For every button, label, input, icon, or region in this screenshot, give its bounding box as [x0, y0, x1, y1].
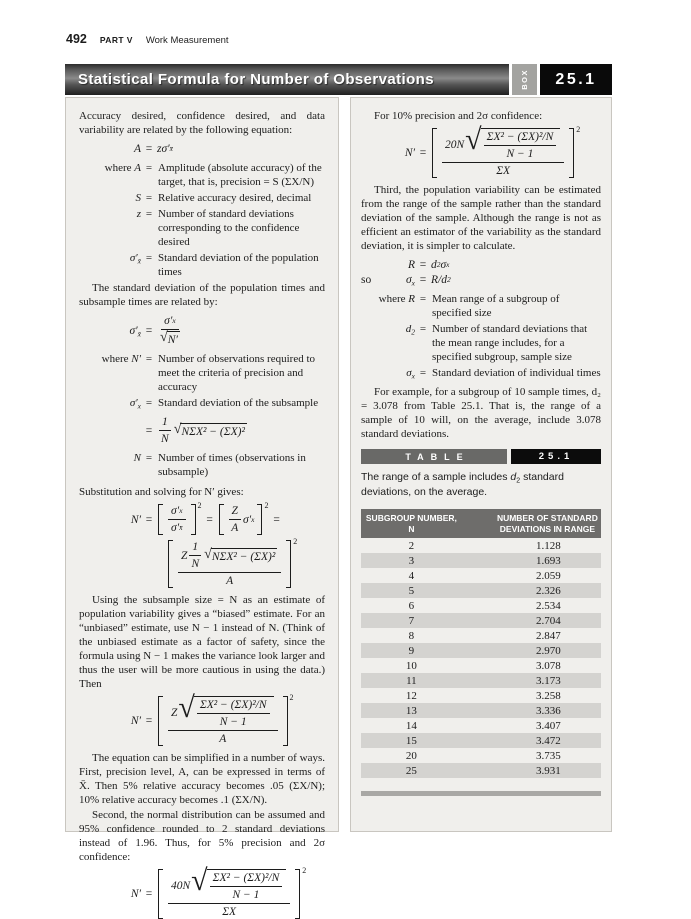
- table-row: [361, 583, 601, 598]
- subgroup-number-cell: 15: [405, 734, 417, 747]
- sqrt-radical: √ N′: [160, 331, 180, 347]
- sqrt-radical: √ NΣX² − (ΣX)²: [204, 548, 277, 564]
- bracket-right-shape: [191, 504, 196, 535]
- part-title: Work Measurement: [145, 35, 229, 46]
- paragraph-sd-relation: The standard deviation of the population times and subsample times are related by:: [79, 282, 325, 308]
- paragraph-10pct: For 10% precision and 2σ confidence:: [374, 110, 543, 122]
- std-deviations-cell: 3.258: [536, 689, 561, 702]
- definition-term: where R: [378, 293, 415, 305]
- subgroup-number-cell: 12: [405, 689, 417, 702]
- equals-sign: =: [145, 715, 153, 727]
- math-var: N′: [130, 513, 141, 526]
- left-column-panel: [65, 97, 339, 918]
- equals-sign: =: [145, 192, 153, 204]
- equals-sign: =: [145, 452, 153, 464]
- std-deviations-cell: 2.326: [536, 584, 561, 597]
- two-column-body: [65, 97, 612, 918]
- equals-sign: =: [145, 162, 153, 174]
- paragraph-example: For example, for a subgroup of 10 sample times, d₂ = 3.078 from Table 25.1. That is, the range of a sample of 10 will, on the average, include 3.078 standard deviations.: [361, 386, 601, 440]
- equals-sign: =: [145, 513, 153, 526]
- sqrt-radical: [465, 128, 560, 161]
- definition-term: S: [135, 192, 141, 204]
- std-deviations-cell: 3.173: [536, 674, 561, 687]
- subgroup-number-cell: 9: [408, 644, 415, 657]
- equation-unbiased: [79, 693, 325, 746]
- equals-sign: =: [145, 353, 153, 365]
- definition-row: [361, 292, 601, 320]
- paragraph-simplified: The equation can be simplified in a number of ways. First, precision level, A, can be expressed in terms of X̄. Then 5% relative accuracy becomes .05 (ΣX/N); 10% relative accuracy becomes .1 (ΣX/N).: [79, 752, 325, 806]
- equals-sign: =: [145, 397, 153, 409]
- std-deviations-cell: 3.931: [536, 764, 561, 777]
- table-row: [361, 613, 601, 628]
- math-var: A: [133, 143, 141, 155]
- bracket-right-shape: [286, 540, 291, 588]
- sqrt-radical: [178, 696, 273, 729]
- definition-row: [79, 451, 325, 479]
- exponent: 2: [576, 125, 581, 134]
- definition-row: [79, 251, 325, 279]
- equation-solve-line2: [167, 537, 325, 588]
- table-row: [361, 643, 601, 658]
- fraction: $\frac{1}{N}$: [159, 415, 171, 446]
- table-row: [361, 748, 601, 763]
- sqrt-radical: √ NΣX² − (ΣX)²: [174, 423, 247, 439]
- std-deviations-cell: 3.407: [536, 719, 561, 732]
- equation-40N: [79, 866, 325, 919]
- equals-sign: =: [145, 324, 153, 337]
- math-var: N′: [130, 715, 141, 727]
- table-label: TABLE: [361, 449, 507, 464]
- equals-sign: =: [272, 513, 281, 526]
- table-bottom-rule: [361, 791, 601, 796]
- bracket-right-shape: [295, 869, 300, 919]
- subgroup-number-cell: 14: [405, 719, 417, 732]
- bracket-left-shape: [168, 540, 173, 588]
- subgroup-number-cell: 5: [408, 584, 415, 597]
- fraction: σ′ x √ N′: [159, 314, 181, 347]
- subgroup-number-cell: 3: [408, 554, 415, 567]
- table-row: [361, 703, 601, 718]
- definition-term: $\sigma_x$: [406, 367, 415, 381]
- col-header-deviations: NUMBER OF STANDARD DEVIATIONS IN RANGE: [462, 509, 601, 538]
- definition-text: Number of observations required to meet the criteria of precision and accuracy: [158, 353, 316, 393]
- box-number: 25.1: [540, 64, 612, 95]
- equation-amplitude: A = zσ′ x̄: [79, 142, 325, 156]
- definition-row: [361, 322, 601, 364]
- table-row: [361, 598, 601, 613]
- table-row: [361, 538, 601, 553]
- fraction: Z $\frac{1}{N}$ √ NΣX² − (ΣX)² A: [178, 540, 281, 588]
- std-deviations-cell: 2.847: [536, 629, 561, 642]
- running-head: [66, 32, 229, 46]
- box-title-bar: [65, 64, 612, 95]
- definition-term: z: [136, 208, 141, 220]
- bracket-left-shape: [158, 696, 163, 746]
- definition-text: Number of standard deviations corresponding to the confidence desired: [158, 208, 300, 248]
- paragraph-substitution: Substitution and solving for N′ gives:: [79, 486, 244, 498]
- equals-sign: =: [419, 293, 427, 305]
- fraction: √ $\frac{\text{ΣX² − (ΣX)²/N}}{N - 1}$: [197, 698, 270, 729]
- col-header-subgroup: SUBGROUP NUMBER, N: [361, 509, 462, 538]
- intro-paragraph: Accuracy desired, confidence desired, and data variability are related by the following equation:: [79, 110, 325, 136]
- table-row: [361, 628, 601, 643]
- definition-row: [79, 396, 325, 410]
- definition-text: Relative accuracy desired, decimal: [158, 192, 312, 204]
- bracket-group: [158, 504, 196, 535]
- subgroup-number-cell: 11: [406, 674, 417, 687]
- definition-row: [79, 207, 325, 249]
- part-label: PART V: [99, 35, 133, 45]
- exponent: 2: [197, 501, 202, 510]
- bracket-group: $\frac{Z}{A}$ σ′ x: [219, 504, 263, 535]
- bracket-right-shape: [257, 504, 262, 535]
- fraction: σ′ x σ′ x̄: [168, 504, 186, 535]
- math-var: N′: [130, 888, 141, 900]
- table-row: [361, 673, 601, 688]
- bracket-left-shape: [158, 869, 163, 919]
- sqrt-radical: [191, 869, 286, 902]
- std-deviations-cell: 3.735: [536, 749, 561, 762]
- fraction: √ $\frac{\text{ΣX² − (ΣX)²/N}}{N - 1}$: [484, 130, 557, 161]
- subgroup-number-cell: 10: [405, 659, 417, 672]
- table-row: [361, 658, 601, 673]
- math-var: R: [407, 259, 415, 271]
- table-header: [361, 509, 601, 538]
- exponent: 2: [302, 866, 307, 875]
- std-deviations-cell: 1.693: [536, 554, 561, 567]
- fraction: 40N √ $\frac{\text{ΣX² − (ΣX)²/N}}{N - 1}$ ΣX: [168, 869, 290, 919]
- definition-row: [79, 161, 325, 189]
- exponent: 2: [293, 537, 298, 546]
- subgroup-number-cell: 2: [408, 539, 415, 552]
- bracket-left-shape: [432, 128, 437, 178]
- equals-sign: =: [419, 147, 427, 159]
- table-title-bar: [361, 449, 601, 464]
- box-side-label: [512, 64, 537, 95]
- subgroup-number-cell: 8: [408, 629, 415, 642]
- paragraph-biased: Using the subsample size = N as an estimate of population variability gives a “biased” estimate. For an “unbiased” estimate, use N − 1 instead of N. (Think of the unbiased estimate as a factor of safety, since the formula using N − 1 makes the variance look larger and thus the user will be more cautious in using the data.) Then: [79, 594, 325, 690]
- table-row: [361, 688, 601, 703]
- definition-term: $\sigma'_x$: [129, 397, 141, 411]
- std-deviations-cell: 3.078: [536, 659, 561, 672]
- definition-term: $\sigma'_{x̄}$: [129, 252, 141, 266]
- right-column-panel: [350, 97, 612, 832]
- subgroup-number-cell: 20: [405, 749, 417, 762]
- table-row: [361, 763, 601, 778]
- bracket-group: [432, 128, 574, 178]
- definition-text: Standard deviation of individual times: [432, 367, 601, 379]
- table-body: [361, 538, 601, 778]
- equals-sign: =: [205, 513, 214, 526]
- page-number: 492: [66, 32, 87, 46]
- table-row: [361, 733, 601, 748]
- table-row: [361, 553, 601, 568]
- so-prefix: so: [361, 274, 372, 286]
- fraction: $\frac{Z}{A}$: [229, 504, 241, 535]
- equals-sign: =: [419, 367, 427, 379]
- definition-term: where N′: [101, 353, 141, 365]
- table-number: 25.1: [511, 449, 601, 464]
- std-deviations-cell: 2.534: [536, 599, 561, 612]
- definition-row: [361, 366, 601, 380]
- paragraph-second: Second, the normal distribution can be assumed and 95% confidence rounded to 2 standard deviations instead of 1.96. Thus, for 5% precision and 2σ confidence:: [79, 809, 325, 863]
- equation-20N: [361, 125, 601, 178]
- exponent: 2: [264, 501, 269, 510]
- std-deviations-cell: 3.336: [536, 704, 561, 717]
- math-var: zσ′: [157, 143, 170, 155]
- equals-sign: =: [419, 323, 427, 335]
- subgroup-number-cell: 6: [408, 599, 415, 612]
- bracket-group: [168, 540, 291, 588]
- equation-subsample-sd: [79, 415, 325, 446]
- bracket-right-shape: [283, 696, 288, 746]
- std-deviations-cell: 2.970: [536, 644, 561, 657]
- box-title: Statistical Formula for Number of Observations: [65, 64, 509, 95]
- definition-term: where A: [104, 162, 141, 174]
- subgroup-number-cell: 4: [408, 569, 415, 582]
- subgroup-number-cell: 25: [405, 764, 417, 777]
- definition-row: [79, 352, 325, 394]
- equals-sign: =: [145, 888, 153, 900]
- equals-sign: =: [419, 259, 427, 271]
- std-deviations-cell: 2.059: [536, 569, 561, 582]
- exponent: 2: [289, 693, 294, 702]
- subgroup-number-cell: 7: [408, 614, 415, 627]
- equation-solve-line1: [79, 501, 325, 535]
- bracket-left-shape: [219, 504, 224, 535]
- std-deviations-cell: 2.704: [536, 614, 561, 627]
- equals-sign: =: [419, 274, 427, 286]
- bracket-group: [158, 869, 300, 919]
- math-var: $\sigma_x$: [405, 274, 415, 288]
- math-var: d: [510, 471, 517, 483]
- definition-text: Mean range of a subgroup of specified size: [432, 293, 560, 319]
- equation-range-1: R = d 2 σ x: [361, 258, 601, 272]
- bracket-right-shape: [569, 128, 574, 178]
- math-var: N′: [404, 147, 415, 159]
- definition-text: Amplitude (absolute accuracy) of the target, that is, precision = S (ΣX/N): [158, 162, 322, 188]
- fraction: 20N √ $\frac{\text{ΣX² − (ΣX)²/N}}{N - 1}$ ΣX: [442, 128, 564, 178]
- bracket-left-shape: [158, 504, 163, 535]
- equals-sign: =: [145, 252, 153, 264]
- equation-sigma-relation: [79, 314, 325, 347]
- definition-term: N: [133, 452, 141, 464]
- bracket-group: [158, 696, 288, 746]
- paragraph-third: Third, the population variability can be estimated from the range of the sample rather than the standard deviation of the sample. Although the range is not as efficient an estimator of the variability as the standard deviation, it is simpler to calculate.: [361, 184, 601, 252]
- subgroup-number-cell: 13: [405, 704, 417, 717]
- definition-text: Number of standard deviations that the mean range includes, for a specified subgroup, sample size: [432, 323, 588, 363]
- table-caption: The range of a sample includes $d_2$ standard deviations, on the average.: [361, 471, 564, 498]
- box-side-label-text: BOX: [520, 69, 529, 90]
- d2-table: [361, 509, 601, 778]
- math-var: $\sigma'_{x̄}$: [129, 324, 141, 338]
- fraction: Z √ $\frac{\text{ΣX² − (ΣX)²/N}}{N - 1}$ A: [168, 696, 278, 746]
- fraction: √ $\frac{\text{ΣX² − (ΣX)²/N}}{N - 1}$: [210, 871, 283, 902]
- std-deviations-cell: 1.128: [536, 539, 561, 552]
- table-row: [361, 718, 601, 733]
- equation-range-2: so $\sigma_x$ = R/d 2: [361, 274, 451, 288]
- definition-text: Standard deviation of the subsample: [158, 397, 319, 409]
- equals-sign: =: [145, 208, 153, 220]
- definition-row: [79, 191, 325, 205]
- definition-text: Number of times (observations in subsample): [158, 452, 306, 478]
- fraction: $\frac{1}{N}$: [189, 540, 201, 571]
- std-deviations-cell: 3.472: [536, 734, 561, 747]
- table-row: [361, 568, 601, 583]
- equals-sign: =: [145, 424, 153, 437]
- definition-text: Standard deviation of the population times: [158, 252, 319, 278]
- equals-sign: =: [145, 143, 153, 155]
- definition-term: $d_2$: [405, 323, 415, 337]
